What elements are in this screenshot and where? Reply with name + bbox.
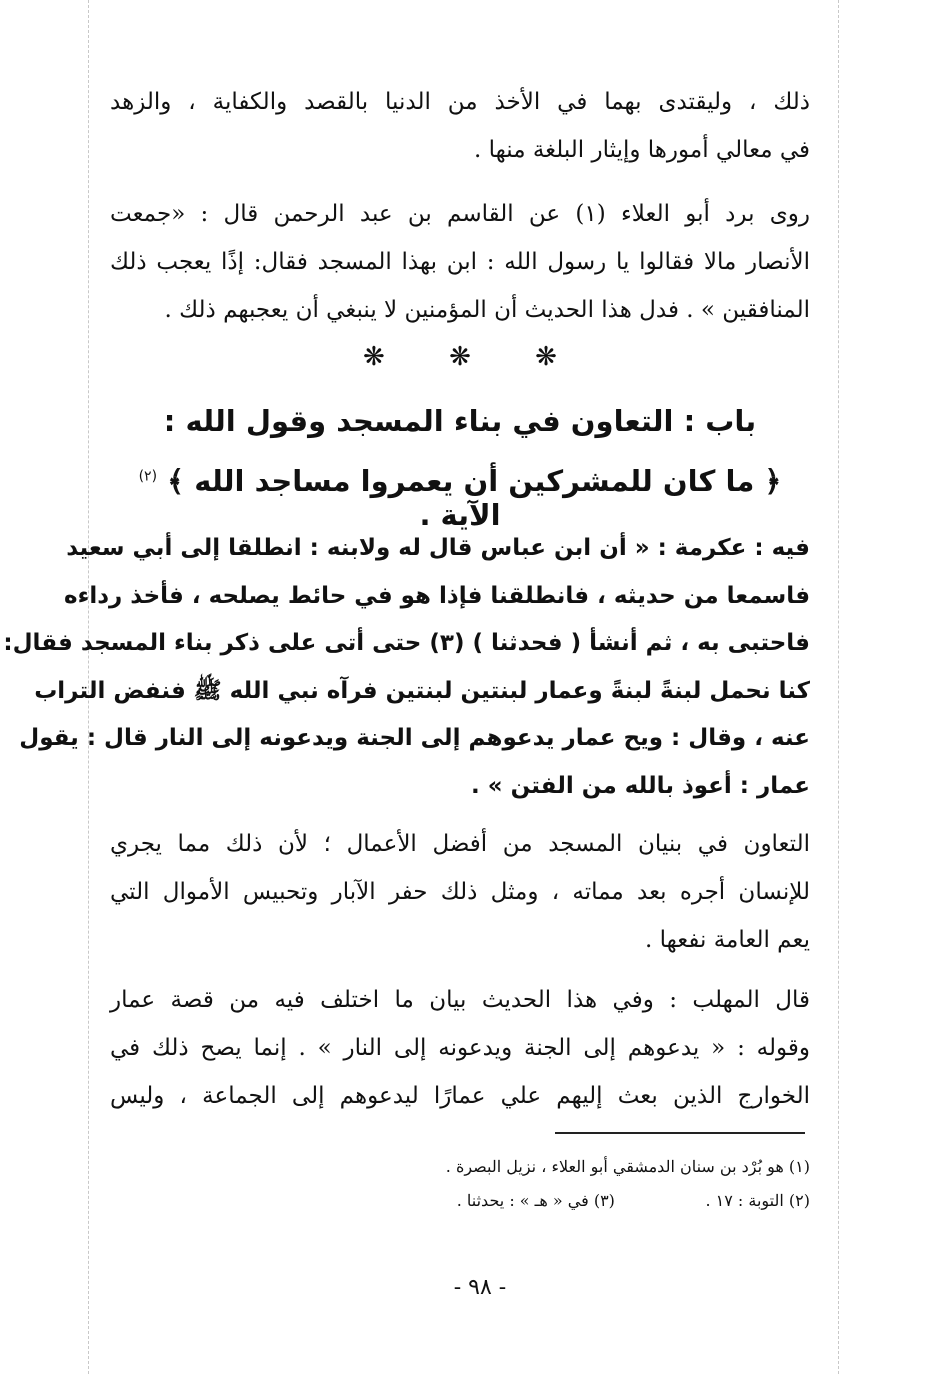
text-line: فاحتبى به ، ثم أنشأ ( فحدثنا ) (٣) حتى أتى على ذكر بناء المسجد فقال: [3,630,810,656]
text-line: روى برد أبو العلاء (١) عن القاسم بن عبد الرحمن قال : «جمعت [110,201,810,227]
text-line: يعم العامة نفعها . [645,927,810,953]
footnote-1: (١) هو بُرْد بن سنان الدمشقي أبو العلاء ، نزيل البصرة . [445,1157,810,1176]
star-ornament-icon: ❋ [535,342,557,372]
footnotes [110,1150,810,1218]
text-line: وقوله : « يدعوهم إلى الجنة ويدعونه إلى النار » . إنما يصح ذلك في [110,1035,810,1061]
footnote-row [110,1184,810,1218]
text-line: عمار : أعوذ بالله من الفتن » . [470,772,810,799]
text-line: قال المهلب : وفي هذا الحديث بيان ما اختلف فيه من قصة عمار [110,987,810,1013]
quran-verse: ﴿ ما كان للمشركين أن يعمروا مساجد الله ﴾ [167,464,782,498]
footnote-divider [555,1132,805,1134]
star-ornament-icon: ❋ [449,342,471,372]
star-ornament-icon: ❋ [363,342,385,372]
footnote-marker: (٢) [138,468,158,485]
footnote-2: (٢) التوبة : ١٧ . [705,1191,810,1210]
text-line: المنافقين » . فدل هذا الحديث أن المؤمنين لا ينبغي أن يعجبهم ذلك . [164,297,810,323]
text-line: الأنصار مالا فقالوا يا رسول الله : ابن بهذا المسجد فقال: إذًا يعجب ذلك [110,249,810,275]
text-line: عنه ، وقال : ويح عمار يدعوهم إلى الجنة ويدعونه إلى النار قال : يقول [19,725,810,751]
text-line: فيه : عكرمة : « أن ابن عباس قال له ولابنه : انطلقا إلى أبي سعيد [66,535,810,561]
text-line: فاسمعا من حديثه ، فانطلقنا فإذا هو في حائط يصلحه ، فأخذ رداءه [64,582,810,609]
scan-margin-line [838,0,839,1374]
chapter-title: باب : التعاون في بناء المسجد وقول الله : [163,404,757,438]
chapter-title-verse [110,464,810,532]
text-line: للإنسان أجره بعد مماته ، ومثل ذلك حفر الآبار وتحبيس الأموال التي [110,879,810,905]
text-line: كنا نحمل لبنةً لبنةً وعمار لبنتين لبنتين فرآه نبي الله ﷺ فنفض التراب [34,677,810,704]
page-number: - ٩٨ - [453,1275,507,1300]
section-separator [110,342,810,372]
verse-tail: الآية . [419,498,501,532]
intro-paragraph [110,78,810,174]
hadith-paragraph-1 [110,190,810,334]
text-line: الخوارج الذين بعث إليهم علي عمارًا ليدعوهم إلى الجماعة ، وليس [110,1083,811,1109]
hadith-paragraph-2 [3,525,810,810]
commentary-paragraph-2 [110,976,810,1120]
footnote-3: (٣) في « هـ » : يحدثنا . [456,1191,615,1210]
commentary-paragraph-1 [110,820,810,964]
text-line: ذلك ، وليقتدى بهما في الأخذ من الدنيا بالقصد والكفاية ، والزهد [110,89,810,115]
text-line: في معالي أمورها وإيثار البلغة منها . [474,137,810,163]
text-line: التعاون في بنيان المسجد من أفضل الأعمال ؛ لأن ذلك مما يجري [110,831,810,857]
